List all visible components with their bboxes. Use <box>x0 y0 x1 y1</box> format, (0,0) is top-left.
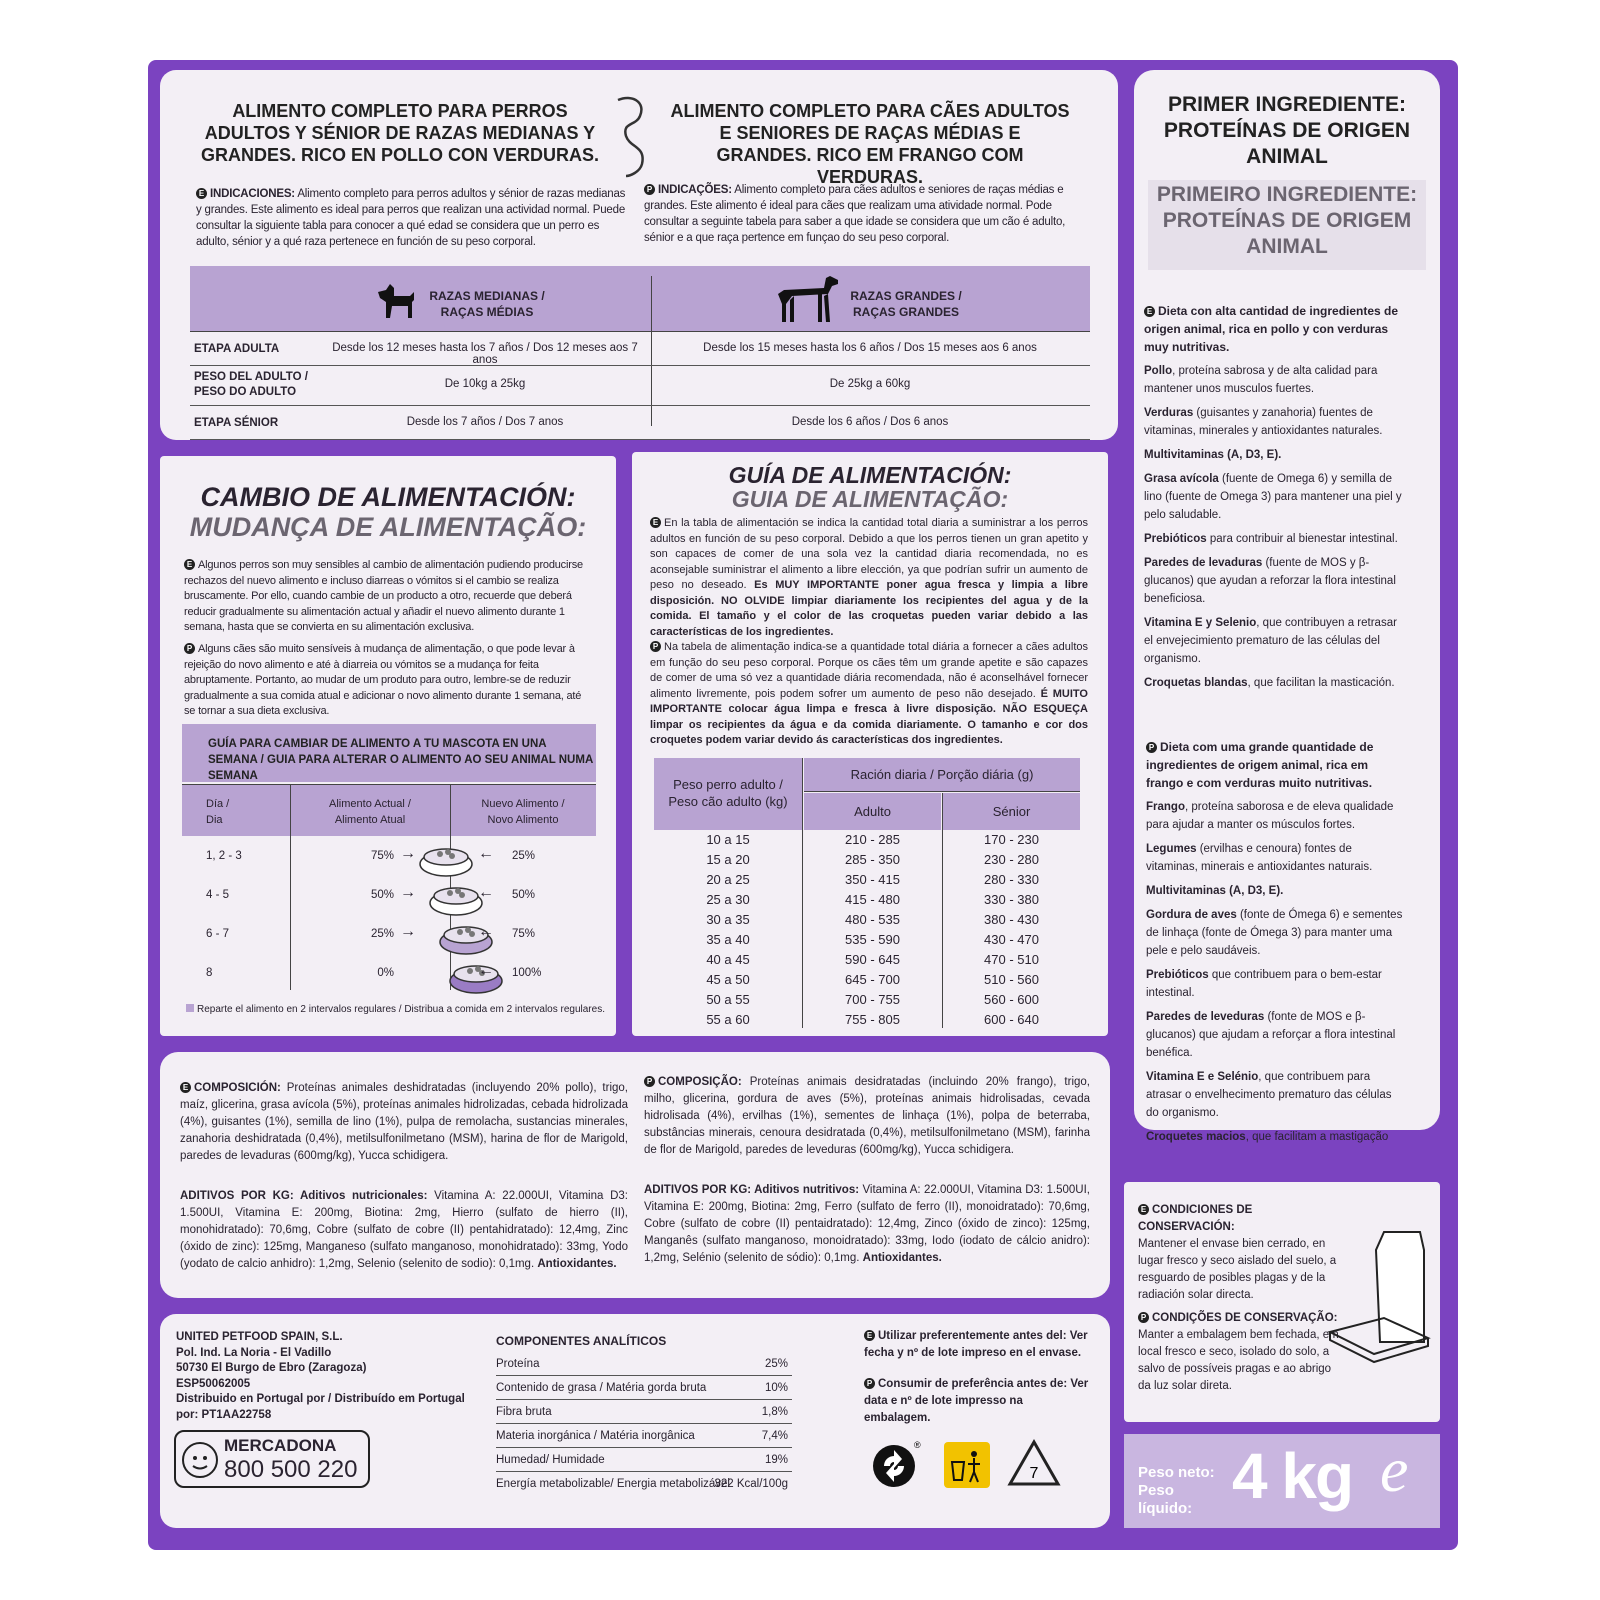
pt-indications: P INDICAÇÕES: Alimento completo para cães adultos e seniores de raças médias e grandes. Este alimento é ideal para cães que realizam uma atividade normal. Pode consultar a seguinte tabela para saber a que idade se considera que um cão é adulto, sénior e a que raça pertence em funçao do seu peso corporal. <box>644 184 1066 244</box>
change-new-pct: 25% <box>512 850 536 862</box>
breed-row-medium: Desde los 12 meses hasta los 7 años / Dos 12 meses aos 7 anos <box>332 342 638 366</box>
feeding-guide-panel <box>632 452 1108 1036</box>
portugal-badge-icon: P <box>864 1378 875 1389</box>
storage-panel <box>1124 1182 1440 1422</box>
col-weight: Peso perro adulto / Peso cão adulto (kg) <box>668 777 788 809</box>
svg-text:®: ® <box>914 1440 921 1450</box>
change-current-pct: 50% <box>370 889 394 901</box>
change-current-pct: 25% <box>370 928 394 940</box>
benefit-item <box>1144 362 1402 398</box>
benefit-item <box>1144 446 1402 464</box>
benefit-item-title: Verduras <box>1144 407 1194 419</box>
benefit-item <box>1144 530 1402 548</box>
composition-pt: P COMPOSIÇÃO: Proteínas animais desidratadas (incluindo 20% frango), trigo, milho, glicerina, gordura de aves (5%), proteínas animais hidrolisadas, cevada hidrolisada (4%), ervilhas (1%), sementes de linhaça (1%), polpa de beterraba, substâncias minerais, cenoura desidratada (0,4%), metilsulfonilmetano (MSM), farinha de flor de Marigold, paredes de leveduras (600mg/kg), Yucca schidigera. <box>644 1076 1090 1156</box>
composition-es: E COMPOSICIÓN: Proteínas animales deshidratadas (incluyendo 20% pollo), trigo, maíz, glicerina, grasa avícola (5%), proteínas animales hidrolizadas, cebada hidrolizada (4%), guisantes (1%), semilla de lino (1%), pulpa de remolacha, sustancias minerales, zanahoria deshidratada (0,4%), metilsulfonilmetano (MSM), harina de flor de Marigold, paredes de levaduras (600mg/kg), Yucca schidigera. <box>180 1082 628 1162</box>
change-guide-title: GUÍA PARA CAMBIAR DE ALIMENTO A TU MASCOTA EN UNA SEMANA / GUIA PARA ALTERAR O ALIMENTO AO SEU ANIMAL NUMA SEMANA <box>208 738 593 782</box>
benefit-item <box>1144 674 1402 692</box>
guide-adult: 700 - 755 <box>845 992 900 1007</box>
guide-senior: 600 - 640 <box>984 1012 1039 1027</box>
customer-face-icon <box>180 1440 220 1480</box>
benefit-item-title: Croquetas blandas <box>1144 677 1248 689</box>
additives-es: ADITIVOS POR KG: Aditivos nutricionales: Vitamina A: 22.000UI, Vitamina D3: 1.500UI, Vitamina E: 200mg, Biotina: 2mg, Hierro (sulfato de hierro (II), monohidratado): 70,6mg, Cobre (sulfato de cobre (II) pentahidratado): 12,4mg, Zinc (óxido de zinc): 125mg, Manganeso (sulfato manganoso, monohidratado): 33mg, Yodo (yodato de calcio anhidro): 1,2mg, Selenio (selenito de sodio): 0,1mg. Antioxidantes. <box>180 1190 628 1270</box>
benefit-item <box>1146 906 1404 960</box>
food-change-panel <box>160 456 616 1036</box>
indications-panel <box>160 70 1118 440</box>
arrow-left-icon: ← <box>478 923 494 940</box>
company-line: ESP50062005 <box>176 1377 251 1390</box>
benefit-item <box>1146 882 1404 900</box>
analytic-name: Fibra bruta <box>496 1406 552 1418</box>
benefit-item-title: Vitamina E e Selénio <box>1146 1071 1259 1083</box>
storage-pt: P CONDIÇÕES DE CONSERVAÇÃO: Manter a embalagem bem fechada, em local fresco e seco, isolado do solo, a salvo de possíveis pragas e ao abrigo da luz solar direta. <box>1138 1312 1339 1392</box>
guide-senior: 470 - 510 <box>984 952 1039 967</box>
guide-senior: 230 - 280 <box>984 852 1039 867</box>
company-line: UNITED PETFOOD SPAIN, S.L. <box>176 1331 343 1343</box>
change-text-pt: P Alguns cães são muito sensíveis à mudança de alimentação, o que pode levar à rejeição do novo alimento e até à diarreia ou vómitos se a mudança for feita abruptamente. Portanto, ao mudar de um produto para outro, lembre-se de reduzir gradualmente a sua comida atual e adicionar o novo alimento durante 1 semana, até se tornar a sua dieta exclusiva. <box>184 643 582 717</box>
benefit-item <box>1144 404 1402 440</box>
analytic-row <box>496 1424 792 1448</box>
change-title-es: CAMBIO DE ALIMENTACIÓN: <box>200 482 576 512</box>
benefit-item-title: Gordura de aves <box>1146 909 1237 921</box>
analytic-value: 10% <box>764 1382 788 1394</box>
change-day: 1, 2 - 3 <box>206 850 242 862</box>
benefit-item <box>1146 1128 1404 1146</box>
analytic-name: Humedad/ Humidade <box>496 1454 605 1466</box>
col-new: Nuevo Alimento / Novo Alimento <box>481 798 565 826</box>
guide-title-pt: GUIA DE ALIMENTAÇÃO: <box>731 486 1009 512</box>
benefit-item-title: Legumes <box>1146 843 1197 855</box>
analytic-name: Contenido de grasa / Matéria gorda bruta <box>496 1382 707 1394</box>
analytic-row <box>496 1352 792 1376</box>
note-square-icon <box>186 1004 194 1012</box>
change-new-pct: 100% <box>512 967 542 979</box>
benefit-item-text: , que facilitan la masticación. <box>1247 677 1395 689</box>
net-weight: 4 kg <box>1232 1440 1353 1512</box>
benefits-es <box>1144 302 1402 698</box>
breed-row-label: ETAPA SÉNIOR <box>194 417 279 429</box>
portugal-badge-icon: P <box>184 643 195 654</box>
benefit-item <box>1144 470 1402 524</box>
breed-row <box>190 332 1090 366</box>
guide-senior: 560 - 600 <box>984 992 1039 1007</box>
guide-row <box>654 930 1080 950</box>
company-line: Distribuido en Portugal por / Distribuído em Portugal <box>176 1393 465 1405</box>
package-back <box>148 60 1458 1550</box>
benefit-item-title: Croquetes macios <box>1146 1131 1246 1143</box>
col-current: Alimento Actual / Alimento Atual <box>329 798 411 826</box>
benefit-intro <box>1146 738 1404 792</box>
guide-weight: 35 a 40 <box>706 932 750 947</box>
breed-row-large: De 25kg a 60kg <box>829 378 911 390</box>
benefit-item-text: (ervilhas e cenoura) fontes de vitaminas, minerais e antioxidantes naturais. <box>1146 843 1373 873</box>
net-label: Peso neto: Peso líquido: <box>1138 1464 1215 1517</box>
guide-weight: 45 a 50 <box>706 972 750 987</box>
guide-rows <box>654 830 1080 1030</box>
change-rows <box>182 838 596 994</box>
analytic-value: 1,8% <box>761 1406 788 1418</box>
guide-adult: 755 - 805 <box>845 1012 900 1027</box>
change-current-pct: 75% <box>370 850 394 862</box>
guide-weight: 20 a 25 <box>706 872 750 887</box>
change-day: 6 - 7 <box>206 928 230 940</box>
benefit-item-text: para contribuir al bienestar intestinal. <box>1206 533 1398 545</box>
analytic-name: Energía metabolizable/ Energia metabolizável <box>496 1478 730 1490</box>
net-weight-area <box>1124 1434 1440 1528</box>
guide-row <box>654 870 1080 890</box>
ingredient-es: PRIMER INGREDIENTE: PROTEÍNAS DE ORIGEN ANIMAL <box>1163 93 1411 168</box>
es-indications: E INDICACIONES: Alimento completo para perros adultos y sénior de razas medianas y grandes. Este alimento es ideal para perros que realizan una actividad normal. Puede consultar la siguiente tabla para conocer a qué edad se considera que un perro es adulto, sénior y a qué raza pertenece en función de su peso corporal. <box>196 188 626 248</box>
guide-row <box>654 990 1080 1010</box>
benefit-item-text: (fuente de MOS y β-glucanos) que ayudan a reforzar la flora intestinal beneficiosa. <box>1144 557 1396 605</box>
analytic-name: Materia inorgánica / Matéria inorgânica <box>496 1430 695 1442</box>
change-row <box>182 838 596 877</box>
arrow-right-icon: → <box>400 923 416 940</box>
change-row <box>182 916 596 955</box>
change-current-pct: 0% <box>377 967 394 979</box>
benefit-item-title: Paredes de leveduras <box>1146 1011 1265 1023</box>
benefit-item-text: (fuente de Omega 6) y semilla de lino (fuente de Omega 3) para mantener una piel y pelo saludable. <box>1144 473 1402 521</box>
food-bowl-icon <box>418 840 478 878</box>
guide-row <box>654 1010 1080 1030</box>
analytic-value: 322 Kcal/100g <box>714 1478 788 1490</box>
e-mark: e <box>1380 1434 1409 1505</box>
mercadona-box <box>174 1430 370 1488</box>
analytic-row <box>496 1400 792 1424</box>
guide-weight: 50 a 55 <box>706 992 750 1007</box>
benefit-item-text: , proteína sabrosa y de alta calidad para mantener unos musculos fuertes. <box>1144 365 1378 395</box>
spain-badge-icon: E <box>864 1330 875 1341</box>
spain-badge-icon: E <box>650 517 661 528</box>
guide-row <box>654 850 1080 870</box>
benefit-item-title: Multivitaminas (A, D3, E). <box>1144 449 1282 461</box>
benefit-item-title: Prebióticos <box>1144 533 1207 545</box>
change-row <box>182 955 596 994</box>
benefit-item-text: , que facilitam a mastigação <box>1245 1131 1389 1143</box>
additives-pt: ADITIVOS POR KG: Aditivos nutritivos: Vitamina A: 22.000UI, Vitamina D3: 1.500UI, Vitamina E: 200mg, Biotina: 2mg, Ferro (sulfato de ferro (II), monoidratado): 70,6mg, Cobre (sulfato de cobre (II) pentaidratado): 12,4mg, Zinco (óxido de zinco): 125mg, Manganês (sulfato manganoso, monoidratado): 33mg, Iodo (iodato de cálcio anidro): 1,2mg, Selénio (selenito de sódio): 0,1mg. Antioxidantes. <box>644 1184 1090 1264</box>
guide-weight: 30 a 35 <box>706 912 750 927</box>
best-before-es: E Utilizar preferentemente antes del: Ver fecha y nº de lote impreso en el envase. <box>864 1330 1088 1359</box>
benefit-item-text: , que contribuem para atrasar o envelhecimento prematuro das células do organismo. <box>1146 1071 1392 1119</box>
analytic-name: Proteína <box>496 1358 540 1370</box>
col-day: Día / Dia <box>206 798 230 826</box>
spain-badge-icon: E <box>196 188 207 199</box>
breed-row-label: PESO DEL ADULTO / PESO DO ADULTO <box>194 371 308 398</box>
portugal-badge-icon: P <box>1138 1312 1149 1323</box>
benefit-item-title: Multivitaminas (A, D3, E). <box>1146 885 1284 897</box>
guide-row <box>654 890 1080 910</box>
guide-senior: 330 - 380 <box>984 892 1039 907</box>
change-note: Reparte el alimento en 2 intervalos regulares / Distribua a comida em 2 intervalos regulares. <box>186 1004 606 1015</box>
dog-silhouette-icon <box>612 92 652 182</box>
arrow-right-icon: → <box>400 845 416 862</box>
change-new-pct: 50% <box>512 889 536 901</box>
guide-senior: 430 - 470 <box>984 932 1039 947</box>
guide-row <box>654 970 1080 990</box>
guide-text: E En la tabla de alimentación se indica la cantidad total diaria a suministrar a los perros adultos en función de su peso corporal. Debido a que los perros tienen un gran apetito y son capaces de comer de una sola vez la cantidad diaria recomendada, no es aconsejable suministrar el alimento a libre elección, ya que podrían sufrir un aumento de peso no deseado. Es MUY IMPORTANTE poner agua fresca y limpia a libre disposición. NO OLVIDE limpiar diariamente los recipientes del agua y de la comida. El tamaño y el color de las croquetas pueden variar debido a las características de los ingredientes. P Na tabela de alimentação indica-se a quantidade total diária a fornecer a cães adultos em função do seu peso corporal. Porque os cães têm um grande apetite e são capazes de comer de uma só vez a quantidade diária recomendada, não é aconselhável fornecer alimento livremente, pois podem sofrer um aumento de peso não desejado. É MUITO IMPORTANTE colocar água limpa e fresca à livre disposição. NÃO ESQUEÇA limpar os recipientes da água e da comida diariamente. O tamanho e cor dos croquetes podem variar devido ás características dos ingredientes. <box>650 517 1089 746</box>
breed-row-medium: De 10kg a 25kg <box>444 378 526 390</box>
spain-badge-icon: E <box>184 559 195 570</box>
analytic-value: 7,4% <box>761 1430 788 1442</box>
brand-name: MERCADONA <box>224 1436 337 1455</box>
guide-senior: 380 - 430 <box>984 912 1039 927</box>
arrow-left-icon: ← <box>478 845 494 862</box>
breed-row <box>190 366 1090 406</box>
phone-number: 800 500 220 <box>224 1456 358 1483</box>
change-row <box>182 877 596 916</box>
guide-adult: 645 - 700 <box>845 972 900 987</box>
benefit-item-title: Pollo <box>1144 365 1173 377</box>
bin-recycle-icon <box>944 1442 990 1488</box>
medium-dog-icon <box>372 278 418 322</box>
analytic-table <box>496 1352 792 1496</box>
arrow-left-icon: ← <box>478 962 494 979</box>
benefit-intro <box>1144 302 1402 356</box>
breed-row-label: ETAPA ADULTA <box>194 343 280 355</box>
portugal-badge-icon: P <box>644 184 655 195</box>
benefit-item <box>1144 614 1402 668</box>
es-title: ALIMENTO COMPLETO PARA PERROS ADULTOS Y SÉNIOR DE RAZAS MEDIANAS Y GRANDES. RICO EN POLLO CON VERDURAS. <box>200 101 600 165</box>
benefit-item-title: Vitamina E y Selenio <box>1144 617 1257 629</box>
company-line: por: PT1AA22758 <box>176 1408 272 1421</box>
breed-table-body <box>190 332 1090 440</box>
guide-adult: 535 - 590 <box>845 932 900 947</box>
spain-badge-icon: E <box>1144 306 1155 317</box>
portugal-badge-icon: P <box>1146 742 1157 753</box>
col-ration: Ración diaria / Porção diária (g) <box>850 767 1034 782</box>
footer-panel <box>160 1314 1110 1528</box>
benefit-item <box>1146 966 1404 1002</box>
breed-row-large: Desde los 6 años / Dos 6 anos <box>791 416 949 428</box>
guide-adult: 480 - 535 <box>845 912 900 927</box>
benefit-item <box>1146 1008 1404 1062</box>
portugal-badge-icon: P <box>644 1076 655 1087</box>
guide-adult: 415 - 480 <box>845 892 900 907</box>
pt-title: ALIMENTO COMPLETO PARA CÃES ADULTOS E SENIORES DE RAÇAS MÉDIAS E GRANDES. RICO EM FRANGO COM VERDURAS. <box>670 101 1070 187</box>
col-adult: Adulto <box>854 804 891 819</box>
analytic-value: 25% <box>764 1358 788 1370</box>
spain-badge-icon: E <box>1138 1204 1149 1215</box>
guide-adult: 210 - 285 <box>845 832 900 847</box>
change-new-pct: 75% <box>512 928 536 940</box>
guide-weight: 15 a 20 <box>706 852 750 867</box>
guide-weight: 55 a 60 <box>706 1012 750 1027</box>
large-dog-icon <box>772 270 842 326</box>
analytic-value: 19% <box>764 1454 788 1466</box>
guide-senior: 280 - 330 <box>984 872 1039 887</box>
change-text-es: E Algunos perros son muy sensibles al cambio de alimentación pudiendo producirse rechazos del nuevo alimento e incluso diarreas o vómitos si el cambio se realiza bruscamente. Por ello, cuando cambie de un producto a otro, recuerde que deberá reducir gradualmente su alimentación actual y añadir el nuevo alimento durante 1 semana, hasta que se convierta en su alimentación exclusiva. <box>184 559 583 633</box>
benefit-intro-text: Dieta con alta cantidad de ingredientes de origen animal, rica en pollo y con verduras muy nutritivas. <box>1144 304 1399 354</box>
benefit-item-title: Grasa avícola <box>1144 473 1219 485</box>
change-title-pt: MUDANÇA DE ALIMENTAÇÃO: <box>189 512 587 542</box>
benefit-item-text: (fonte de Ómega 6) e sementes de linhaça (fonte de Ómega 3) para manter uma pele e pelo saudáveis. <box>1146 909 1403 957</box>
analytic-row <box>496 1376 792 1400</box>
guide-senior: 510 - 560 <box>984 972 1039 987</box>
benefit-item <box>1146 1068 1404 1122</box>
guide-weight: 25 a 30 <box>706 892 750 907</box>
storage-es: E CONDICIONES DE CONSERVACIÓN: Mantener el envase bien cerrado, en lugar fresco y seco aislado del suelo, a resguardo de posibles plagas y de la radiación solar directa. <box>1138 1204 1337 1301</box>
spain-badge-icon: E <box>180 1082 191 1093</box>
guide-row <box>654 830 1080 850</box>
guide-weight: 10 a 15 <box>706 832 750 847</box>
guide-adult: 590 - 645 <box>845 952 900 967</box>
benefit-item-title: Frango <box>1146 801 1185 813</box>
benefit-item-text: que contribuem para o bem-estar intestinal. <box>1146 969 1382 999</box>
guide-title-es: GUÍA DE ALIMENTACIÓN: <box>728 462 1012 488</box>
guide-senior: 170 - 230 <box>984 832 1039 847</box>
company-line: 50730 El Burgo de Ebro (Zaragoza) <box>176 1362 367 1374</box>
breed-row <box>190 406 1090 440</box>
food-bag-icon <box>1324 1222 1434 1362</box>
company-line: Pol. Ind. La Noria - El Vadillo <box>176 1346 332 1359</box>
breed-row-large: Desde los 15 meses hasta los 6 años / Dos 15 meses aos 6 anos <box>703 342 1037 354</box>
benefit-item-text: , que contribuyen a retrasar el envejecimiento prematuro de las células del organismo. <box>1144 617 1397 665</box>
benefit-item-text: (guisantes y zanahoria) fuentes de vitaminas, minerales y antioxidantes naturales. <box>1144 407 1383 437</box>
benefit-item <box>1146 798 1404 834</box>
composition-panel <box>160 1052 1110 1298</box>
guide-row <box>654 910 1080 930</box>
guide-title-band <box>182 724 596 782</box>
svg-text:7: 7 <box>1029 1465 1039 1482</box>
breed-row-medium: Desde los 7 años / Dos 7 anos <box>406 416 564 428</box>
company-info <box>176 1330 466 1423</box>
arrow-left-icon: ← <box>478 884 494 901</box>
ingredient-pt: PRIMEIRO INGREDIENTE: PROTEÍNAS DE ORIGEM ANIMAL <box>1148 180 1426 270</box>
col-senior: Sénior <box>992 804 1031 819</box>
change-day: 8 <box>206 967 213 979</box>
benefit-item <box>1146 840 1404 876</box>
recycling-triangle-icon <box>1006 1438 1062 1490</box>
benefit-intro-text: Dieta com uma grande quantidade de ingredientes de origem animal, rica em frango e com verduras muito nutritivas. <box>1146 740 1374 790</box>
ingredient-panel <box>1134 70 1440 1143</box>
guide-adult: 350 - 415 <box>845 872 900 887</box>
benefit-item-title: Paredes de levaduras <box>1144 557 1263 569</box>
portugal-badge-icon: P <box>650 641 661 652</box>
guide-weight: 40 a 45 <box>706 952 750 967</box>
arrow-right-icon: → <box>400 884 416 901</box>
benefit-item-title: Prebióticos <box>1146 969 1209 981</box>
green-dot-icon <box>870 1438 922 1490</box>
col-large-breeds: RAZAS GRANDES / RAÇAS GRANDES <box>850 289 962 319</box>
benefit-item-text: (fonte de MOS e β-glucanos) que ajudam a reforçar a flora intestinal benéfica. <box>1146 1011 1396 1059</box>
guide-row <box>654 950 1080 970</box>
change-day: 4 - 5 <box>206 889 230 901</box>
analytic-row <box>496 1472 792 1496</box>
col-medium-breeds: RAZAS MEDIANAS / RAÇAS MÉDIAS <box>429 289 545 319</box>
analytic-title: COMPONENTES ANALÍTICOS <box>496 1334 667 1348</box>
benefit-item <box>1144 554 1402 608</box>
best-before-pt: P Consumir de preferência antes de: Ver data e nº de lote impresso na embalagem. <box>864 1378 1089 1424</box>
benefits-pt <box>1146 738 1404 1152</box>
guide-adult: 285 - 350 <box>845 852 900 867</box>
analytic-row <box>496 1448 792 1472</box>
benefit-item-text: , proteína saborosa e de eleva qualidade para ajudar a manter os músculos fortes. <box>1146 801 1394 831</box>
